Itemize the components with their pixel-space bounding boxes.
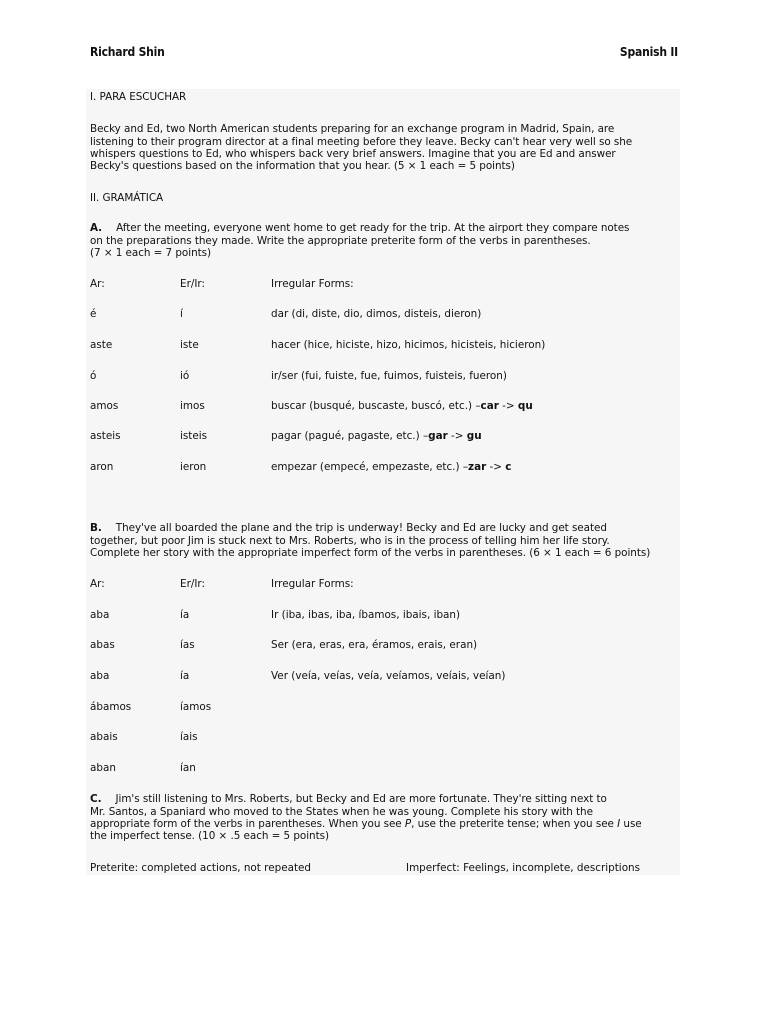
partB-line: B. They've all boarded the plane and the trip is underway! Becky and Ed are lucky and get seated (90, 522, 607, 534)
partB-erir-ending: ían (180, 762, 196, 774)
section1-line: Becky and Ed, two North American students preparing for an exchange program in Madrid, Spain, are (90, 123, 615, 135)
partB-irregular-form: Ser (era, eras, era, éramos, erais, eran) (271, 639, 478, 651)
section-title-gramatica: II. GRAMÁTICA (90, 192, 164, 204)
partB-ar-ending: abas (90, 639, 115, 651)
partA-header-erir: Er/Ir: (180, 278, 205, 290)
partA-irregular-form: ir/ser (fui, fuiste, fue, fuimos, fuisteis, fueron) (271, 370, 507, 382)
partA-irregular-form: empezar (empecé, empezaste, etc.) –zar -> c (271, 461, 512, 473)
partB-header-ar: Ar: (90, 578, 105, 590)
partB-ar-ending: aban (90, 762, 116, 774)
partA-ar-ending: asteis (90, 430, 121, 442)
partC-line: appropriate form of the verbs in parentheses. When you see P, use the preterite tense; when you see I use (90, 818, 642, 830)
page-header (90, 45, 678, 63)
partB-erir-ending: íais (180, 731, 198, 743)
preterite-note: Preterite: completed actions, not repeated (90, 862, 312, 874)
partC-line: C. Jim's still listening to Mrs. Roberts, but Becky and Ed are more fortunate. They're sitting next to (90, 793, 607, 805)
partA-ar-ending: aron (90, 461, 114, 473)
partB-line: together, but poor Jim is stuck next to Mrs. Roberts, who is in the process of telling him her life story. (90, 535, 610, 547)
partB-erir-ending: íamos (180, 701, 212, 713)
author-name: Richard Shin (90, 45, 165, 59)
partA-erir-ending: imos (180, 400, 205, 412)
partA-header-ar: Ar: (90, 278, 105, 290)
partC-line: the imperfect tense. (10 × .5 each = 5 points) (90, 830, 329, 842)
partB-header-irregular: Irregular Forms: (271, 578, 354, 590)
partA-erir-ending: ieron (180, 461, 207, 473)
partA-label: A. (90, 222, 103, 234)
partB-label: B. (90, 522, 102, 534)
partA-line: on the preparations they made. Write the appropriate preterite form of the verbs in parentheses. (90, 235, 591, 247)
section1-line: listening to their program director at a final meeting before they leave. Becky can't hear very well so she (90, 136, 633, 148)
partB-line: Complete her story with the appropriate imperfect form of the verbs in parentheses. (6 × 1 each = 6 points) (90, 547, 651, 559)
partB-ar-ending: aba (90, 609, 110, 621)
partA-ar-ending: ó (90, 370, 97, 382)
partA-ar-ending: aste (90, 339, 113, 351)
section-title-escuchar: I. PARA ESCUCHAR (90, 91, 187, 103)
partB-erir-ending: ía (180, 609, 190, 621)
partA-ar-ending: é (90, 308, 97, 320)
partA-erir-ending: ió (180, 370, 190, 382)
course-name: Spanish II (619, 45, 678, 59)
partA-irregular-form: buscar (busqué, buscaste, buscó, etc.) –car -> qu (271, 400, 533, 412)
partB-irregular-form: Ver (veía, veías, veía, veíamos, veíais, veían) (271, 670, 506, 682)
partA-line: (7 × 1 each = 7 points) (90, 247, 211, 259)
partA-irregular-form: dar (di, diste, dio, dimos, disteis, dieron) (271, 308, 482, 320)
partB-erir-ending: ías (180, 639, 195, 651)
partA-ar-ending: amos (90, 400, 119, 412)
partA-erir-ending: isteis (180, 430, 208, 442)
partB-erir-ending: ía (180, 670, 190, 682)
partB-ar-ending: ábamos (90, 701, 132, 713)
partA-header-irregular: Irregular Forms: (271, 278, 354, 290)
partA-irregular-form: hacer (hice, hiciste, hizo, hicimos, hicisteis, hicieron) (271, 339, 546, 351)
partB-ar-ending: aba (90, 670, 110, 682)
content-panel (86, 89, 680, 875)
imperfect-note: Imperfect: Feelings, incomplete, descriptions (406, 862, 641, 874)
section1-line: whispers questions to Ed, who whispers back very brief answers. Imagine that you are Ed and answer (90, 148, 616, 160)
partB-ar-ending: abais (90, 731, 118, 743)
partA-line: A. After the meeting, everyone went home to get ready for the trip. At the airport they compare notes (90, 222, 630, 234)
section1-line: Becky's questions based on the information that you hear. (5 × 1 each = 5 points) (90, 160, 515, 172)
partC-line: Mr. Santos, a Spaniard who moved to the States when he was young. Complete his story with the (90, 806, 593, 818)
partC-label: C. (90, 793, 102, 805)
partB-irregular-form: Ir (iba, ibas, iba, íbamos, ibais, iban) (271, 609, 461, 621)
partA-erir-ending: iste (180, 339, 199, 351)
partA-irregular-form: pagar (pagué, pagaste, etc.) –gar -> gu (271, 430, 482, 442)
partB-header-erir: Er/Ir: (180, 578, 205, 590)
partA-erir-ending: í (180, 308, 183, 320)
